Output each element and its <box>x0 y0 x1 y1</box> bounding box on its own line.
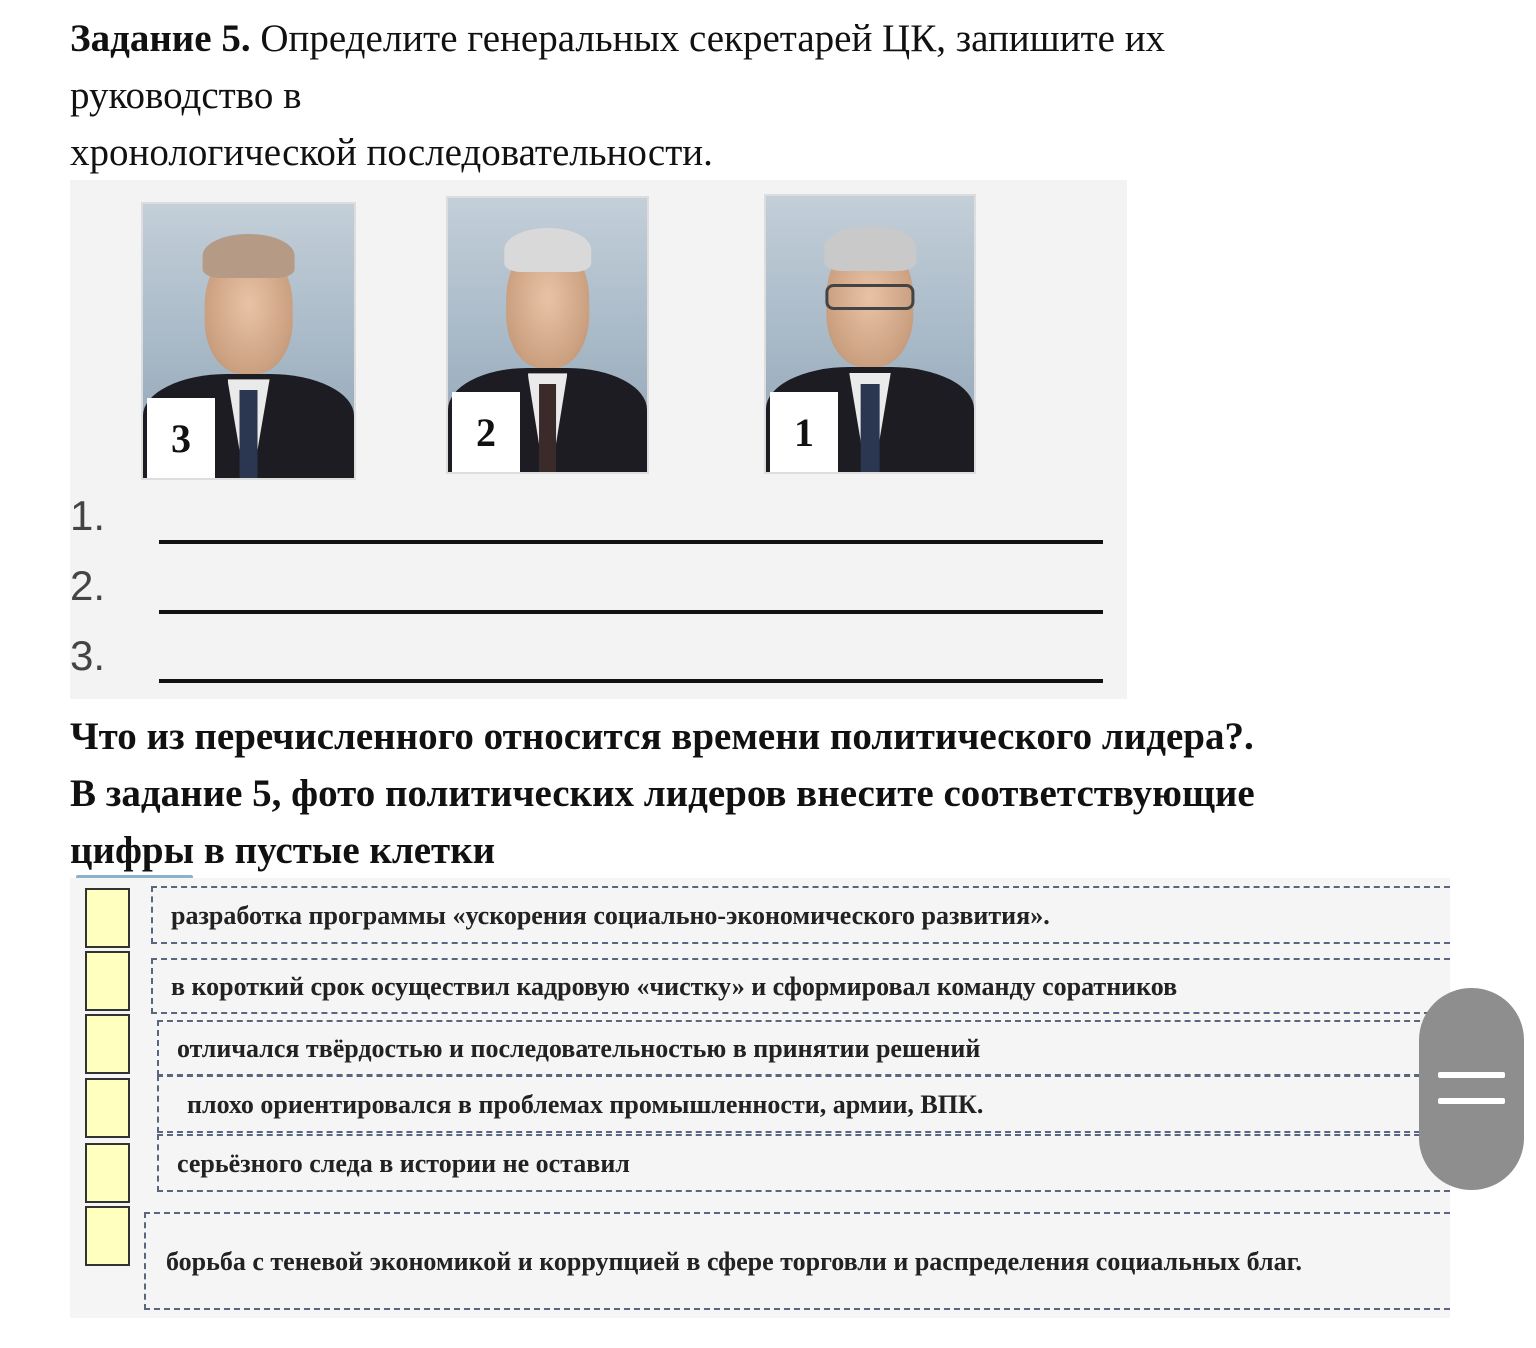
matching-table <box>70 878 1450 1318</box>
statement-text: разработка программы «ускорения социально-экономического развития». <box>171 900 1050 930</box>
task-panel <box>70 180 1127 699</box>
answer-number: 3. <box>70 632 106 679</box>
photo-number-label: 2 <box>452 392 520 472</box>
task-instruction-line3: хронологической последовательности. <box>70 131 713 174</box>
statement-text: в короткий срок осуществил кадровую «чистку» и сформировал команду соратников <box>171 971 1178 1001</box>
question-line2: В задание 5, фото политических лидеров внесите соответствующие <box>70 772 1255 815</box>
answer-number: 1. <box>70 492 106 539</box>
answer-cell-4[interactable] <box>85 1078 130 1138</box>
question-line3: цифры в пустые клетки <box>70 829 496 872</box>
answer-line[interactable] <box>159 610 1103 614</box>
task-instruction: Определите генеральных секретарей ЦК, запишите их <box>260 17 1166 60</box>
statement-5 <box>157 1134 1450 1192</box>
answer-number: 2. <box>70 562 106 609</box>
answer-cell-1[interactable] <box>85 888 130 948</box>
photo-number-label: 3 <box>147 398 215 478</box>
answer-line[interactable] <box>159 679 1103 683</box>
statement-3 <box>157 1020 1450 1076</box>
answer-cell-5[interactable] <box>85 1143 130 1203</box>
statement-text: отличался твёрдостью и последовательностью в принятии решений <box>177 1033 981 1063</box>
statement-4 <box>157 1075 1450 1133</box>
statement-text: борьба с теневой экономикой и коррупцией в сфере торговли и распределения социальных благ. <box>166 1246 1302 1276</box>
answer-line[interactable] <box>159 540 1103 544</box>
answer-cell-3[interactable] <box>85 1014 130 1074</box>
answer-cell-2[interactable] <box>85 951 130 1011</box>
statement-text: плохо ориентировался в проблемах промышленности, армии, ВПК. <box>187 1089 984 1119</box>
task-title <box>70 10 1490 181</box>
task-instruction-line2: руководство в <box>70 74 302 117</box>
answer-row-2[interactable] <box>70 562 1127 622</box>
task-number: Задание 5. <box>70 17 251 60</box>
portrait-photo-1 <box>764 194 976 474</box>
photo-number-label: 1 <box>770 392 838 472</box>
portrait-photo-2 <box>446 196 649 474</box>
question-text <box>70 708 1490 879</box>
portrait-photo-3 <box>141 202 356 480</box>
statement-6 <box>144 1212 1450 1310</box>
statement-text: серьёзного следа в истории не оставил <box>177 1148 630 1178</box>
statement-1 <box>151 886 1450 944</box>
answer-row-3[interactable] <box>70 632 1127 692</box>
question-line1: Что из перечисленного относится времени политического лидера?. <box>70 715 1254 758</box>
answer-cell-6[interactable] <box>85 1206 130 1266</box>
statement-2 <box>151 958 1450 1014</box>
answer-row-1[interactable] <box>70 492 1127 552</box>
scroll-handle-icon[interactable] <box>1419 988 1524 1190</box>
